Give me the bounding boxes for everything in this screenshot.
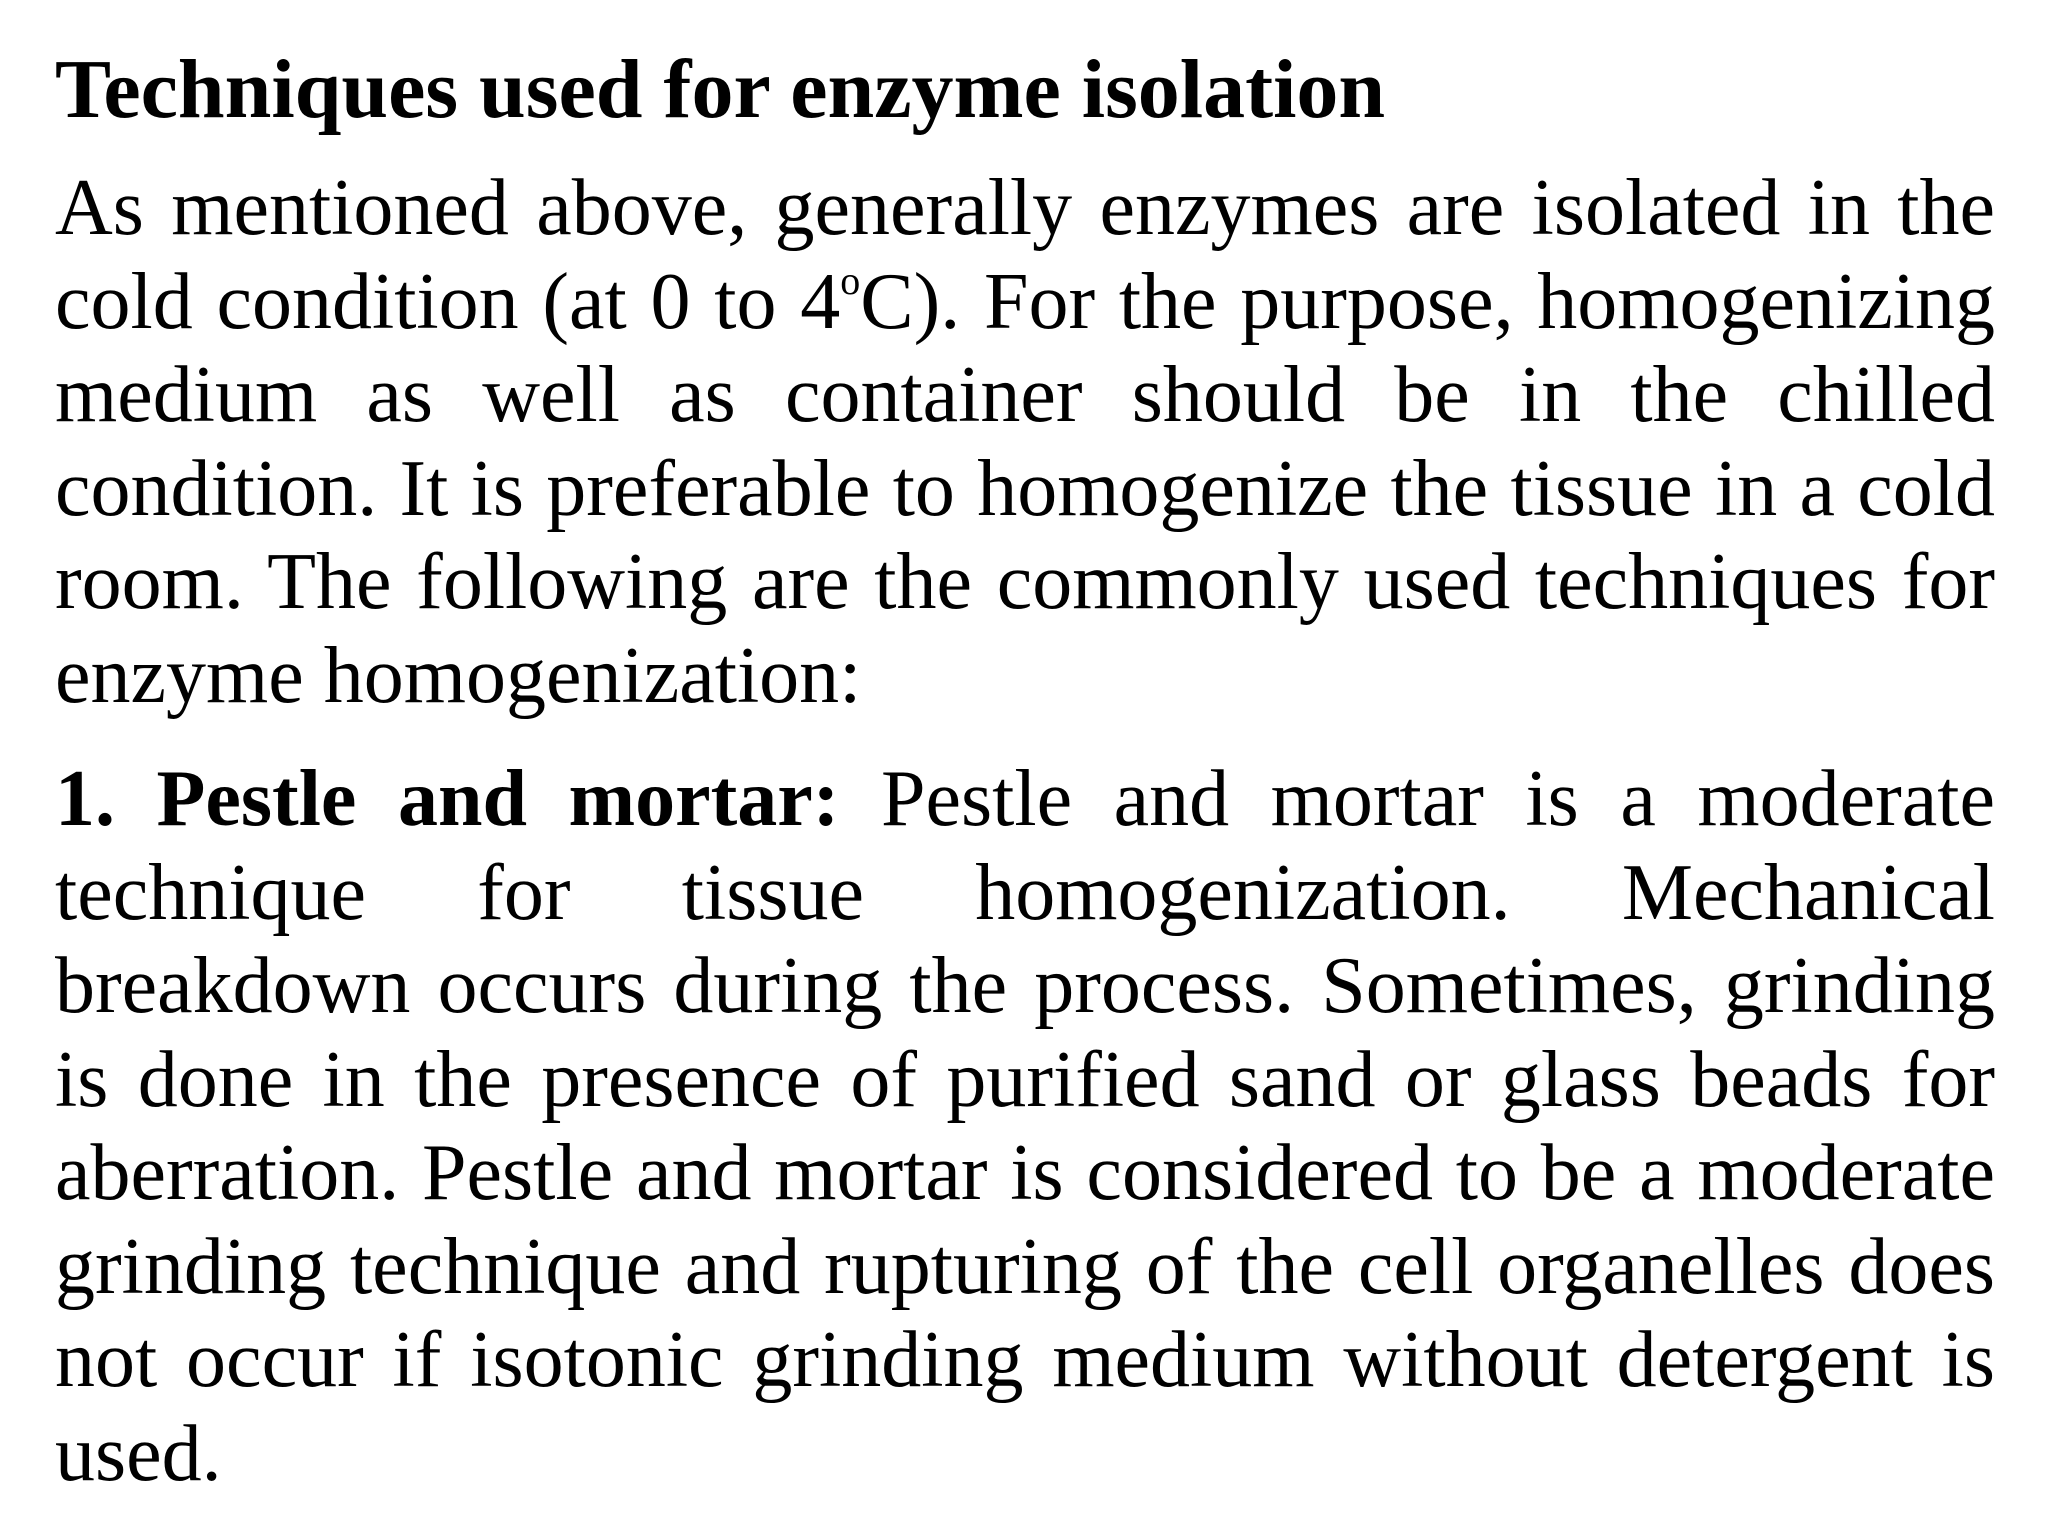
intro-text-part-2: C). For the purpose, homogenizing medium as well as container should be in the chilled condition. It is preferable to homogenize the tissue in a cold room. The following are the commonly used techniques for enzyme homogenization:	[55, 257, 1996, 720]
intro-paragraph	[55, 162, 1995, 723]
section-title: Techniques used for enzyme isolation	[55, 43, 1386, 136]
technique-text: Pestle and mortar is a moderate technique for tissue homogenization. Mechanical breakdown occurs during the process. Sometimes, grinding is done in the presence of purified sand or glass beads for aberration. Pestle and mortar is considered to be a moderate grinding technique and rupturing of the cell organelles does not occur if isotonic grinding medium without detergent is used.	[55, 755, 1996, 1498]
degree-superscript: o	[840, 257, 861, 303]
intro-text-part-1: As mentioned above, generally enzymes are isolated in the cold condition (at 0 to 4	[55, 164, 1995, 346]
technique-paragraph-pestle-mortar	[55, 753, 1995, 1501]
document-page	[55, 30, 1995, 1501]
technique-heading: 1. Pestle and mortar:	[55, 755, 840, 843]
